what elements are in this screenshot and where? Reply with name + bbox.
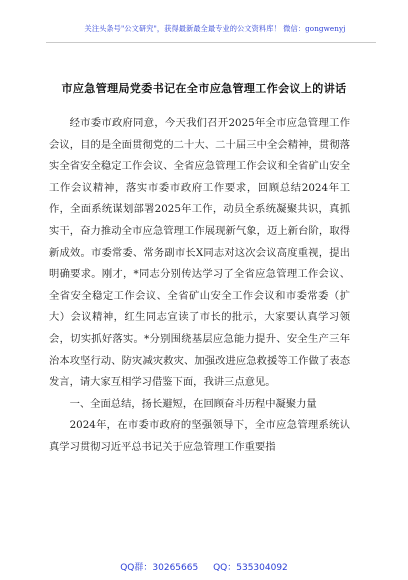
footer-contact	[0, 560, 408, 573]
document-title: 市应急管理局党委书记在全市应急管理工作会议上的讲话	[61, 82, 347, 95]
footer-qq-number: QQ：535304092	[213, 563, 288, 573]
document-body	[49, 113, 350, 459]
body-paragraph-intro: 经市委市政府同意，今天我们召开2025年全市应急管理工作会议，目的是全面贯彻党的二十大、二十届三中全会精神，贯彻落实全省安全稳定工作会议、全省应急管理工作会议和全省矿山安全工作会议精神，落实市委市政府工作要求，回顾总结2024年工作，全面系统谋划部署2025年工作，动员全系统凝聚共识，真抓实干，奋力推动全市应急管理工作展现新气象，迈上新台阶，取得新成效。市委常委、常务副市长X同志对这次会议高度重视，提出明确要求。刚才，*同志分别传达学习了全省应急管理工作会议、全省安全稳定工作会议、全省矿山安全工作会议和市委常委（扩大）会议精神，红生同志宣读了市长的批示，大家要认真学习领会，切实抓好落实。*分别围绕基层应急能力提升、安全生产三年治本攻坚行动、防灾减灾救灾、加强改进应急救援等工作做了表态发言，请大家互相学习借鉴下面，我讲三点意见。	[49, 117, 350, 389]
header-banner: 关注头条号"公文研究"，获得最新最全最专业的公文资料库！ 微信：gongwenyj	[84, 24, 346, 33]
header-divider	[46, 42, 376, 43]
footer-qq-group: QQ群：30265665	[120, 563, 199, 573]
body-paragraph-2024: 2024年，在市委市政府的坚强领导下，全市应急管理系统认真学习贯彻习近平总书记关于应急管理工作重要指	[49, 419, 350, 453]
section-heading-1: 一、全面总结，扬长避短，在回顾奋斗历程中凝聚力量	[69, 397, 317, 410]
